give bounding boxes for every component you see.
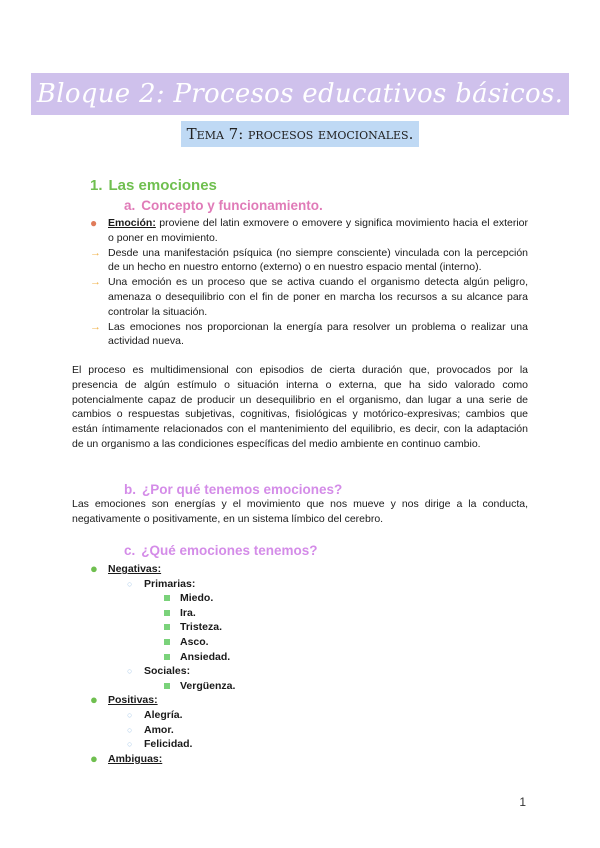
tree-label: Positivas: [108, 694, 158, 707]
bullet-text: Una emoción es un proceso que se activa cuando el organismo detecta algún peligro, amenaza o desequilibrio con el fin de poner en marcha los recursos a su alcance para controlar la situación. [108, 276, 528, 318]
subheading-label: Concepto y funcionamiento. [141, 198, 323, 213]
square-bullet-icon [164, 654, 170, 660]
section-heading-1 [90, 177, 217, 194]
square-bullet-icon [164, 595, 170, 601]
page-subtitle: Tema 7: procesos emocionales. [181, 121, 420, 147]
tree-item-amor [72, 723, 528, 738]
bullet-dot-icon: ● [90, 561, 98, 576]
tree-label: Primarias: [144, 577, 196, 590]
page-number: 1 [519, 795, 526, 809]
circle-outline-icon: ○ [127, 666, 133, 677]
tree-label: Negativas: [108, 563, 162, 575]
bullet-item [90, 320, 528, 350]
page-title: Bloque 2: Procesos educativos básicos. [31, 73, 569, 115]
tree-label: Amor. [144, 723, 174, 736]
subheading-a [124, 198, 323, 213]
tree-item-ira [72, 606, 528, 621]
tree-label: Asco. [180, 635, 209, 648]
arrow-right-icon: → [90, 320, 101, 333]
subheading-b [124, 482, 342, 497]
circle-outline-icon: ○ [127, 709, 133, 720]
circle-outline-icon: ○ [127, 724, 133, 735]
section-label: Las emociones [108, 177, 217, 194]
tree-label: Alegría. [144, 708, 183, 721]
bullet-term: Emoción: [108, 217, 156, 229]
circle-outline-icon: ○ [127, 739, 133, 750]
subheading-c [124, 543, 318, 558]
tree-item-tristeza [72, 620, 528, 635]
bullet-item [90, 246, 528, 276]
tree-item-positivas [72, 693, 528, 708]
tree-item-ambiguas [72, 752, 528, 767]
tree-item-ansiedad [72, 650, 528, 665]
bullet-item [90, 216, 528, 246]
tree-item-asco [72, 635, 528, 650]
emotions-tree [72, 562, 528, 766]
bullet-text: Desde una manifestación psíquica (no siempre consciente) vinculada con la percepción de un hecho en nuestro entorno (externo) o en nuestro espacio mental (interno). [108, 246, 528, 274]
section-number: 1. [90, 177, 103, 194]
bullet-text: Las emociones nos proporcionan la energía para resolver un problema o realizar una actividad nueva. [108, 320, 528, 348]
paragraph-process: El proceso es multidimensional con episodios de cierta duración que, provocados por la presencia de algún estímulo o situación interna o externa, que ha sido valorado como potencialmente capaz de producir un desequilibrio en el organismo, dan lugar a una serie de cambios o respuestas subjetivas, cognitivas, fisiológicas y motórico-expresivas; cambios que están íntimamente relacionados con el mantenimiento del equilibrio, es decir, con la adaptación de un organismo a las condiciones específicas del medio ambiente en continuo cambio. [72, 364, 528, 450]
tree-label: Felicidad. [144, 738, 193, 751]
arrow-right-icon: → [90, 276, 101, 289]
bullet-text: proviene del latin exmovere o emovere y significa movimiento hacia el exterior o poner en movimiento. [108, 217, 528, 244]
tree-label: Miedo. [180, 592, 214, 605]
bullet-dot-icon: ● [90, 692, 98, 708]
square-bullet-icon [164, 639, 170, 645]
arrow-right-icon: → [90, 246, 101, 259]
bullet-dot-icon: ● [90, 216, 98, 230]
tree-item-verguenza [72, 679, 528, 694]
bullet-list [90, 216, 528, 349]
subheading-label: ¿Por qué tenemos emociones? [142, 482, 343, 497]
subheading-number: b. [124, 482, 136, 497]
paragraph-why: Las emociones son energías y el movimiento que nos mueve y nos dirige a la conducta, negativamente o positivamente, en un sistema límbico del cerebro. [72, 498, 528, 525]
square-bullet-icon [164, 610, 170, 616]
tree-item-primarias [72, 577, 528, 592]
title-wrap [0, 73, 600, 115]
tree-label: Sociales: [144, 665, 191, 678]
square-bullet-icon [164, 683, 170, 689]
tree-item-miedo [72, 591, 528, 606]
tree-label: Ansiedad. [180, 650, 231, 663]
tree-item-negativas [72, 562, 528, 577]
circle-outline-icon: ○ [127, 578, 133, 589]
subheading-label: ¿Qué emociones tenemos? [141, 543, 318, 558]
subheading-number: c. [124, 543, 136, 558]
subheading-number: a. [124, 198, 136, 213]
bullet-item [90, 275, 528, 319]
bullet-dot-icon: ● [90, 750, 98, 766]
tree-item-felicidad [72, 737, 528, 752]
tree-item-sociales [72, 664, 528, 679]
tree-label: Vergüenza. [180, 679, 236, 692]
square-bullet-icon [164, 624, 170, 630]
subtitle-wrap [0, 121, 600, 147]
tree-label: Ira. [180, 606, 196, 619]
tree-label: Ambiguas: [108, 752, 163, 765]
tree-item-alegria [72, 708, 528, 723]
tree-label: Tristeza. [180, 621, 223, 634]
